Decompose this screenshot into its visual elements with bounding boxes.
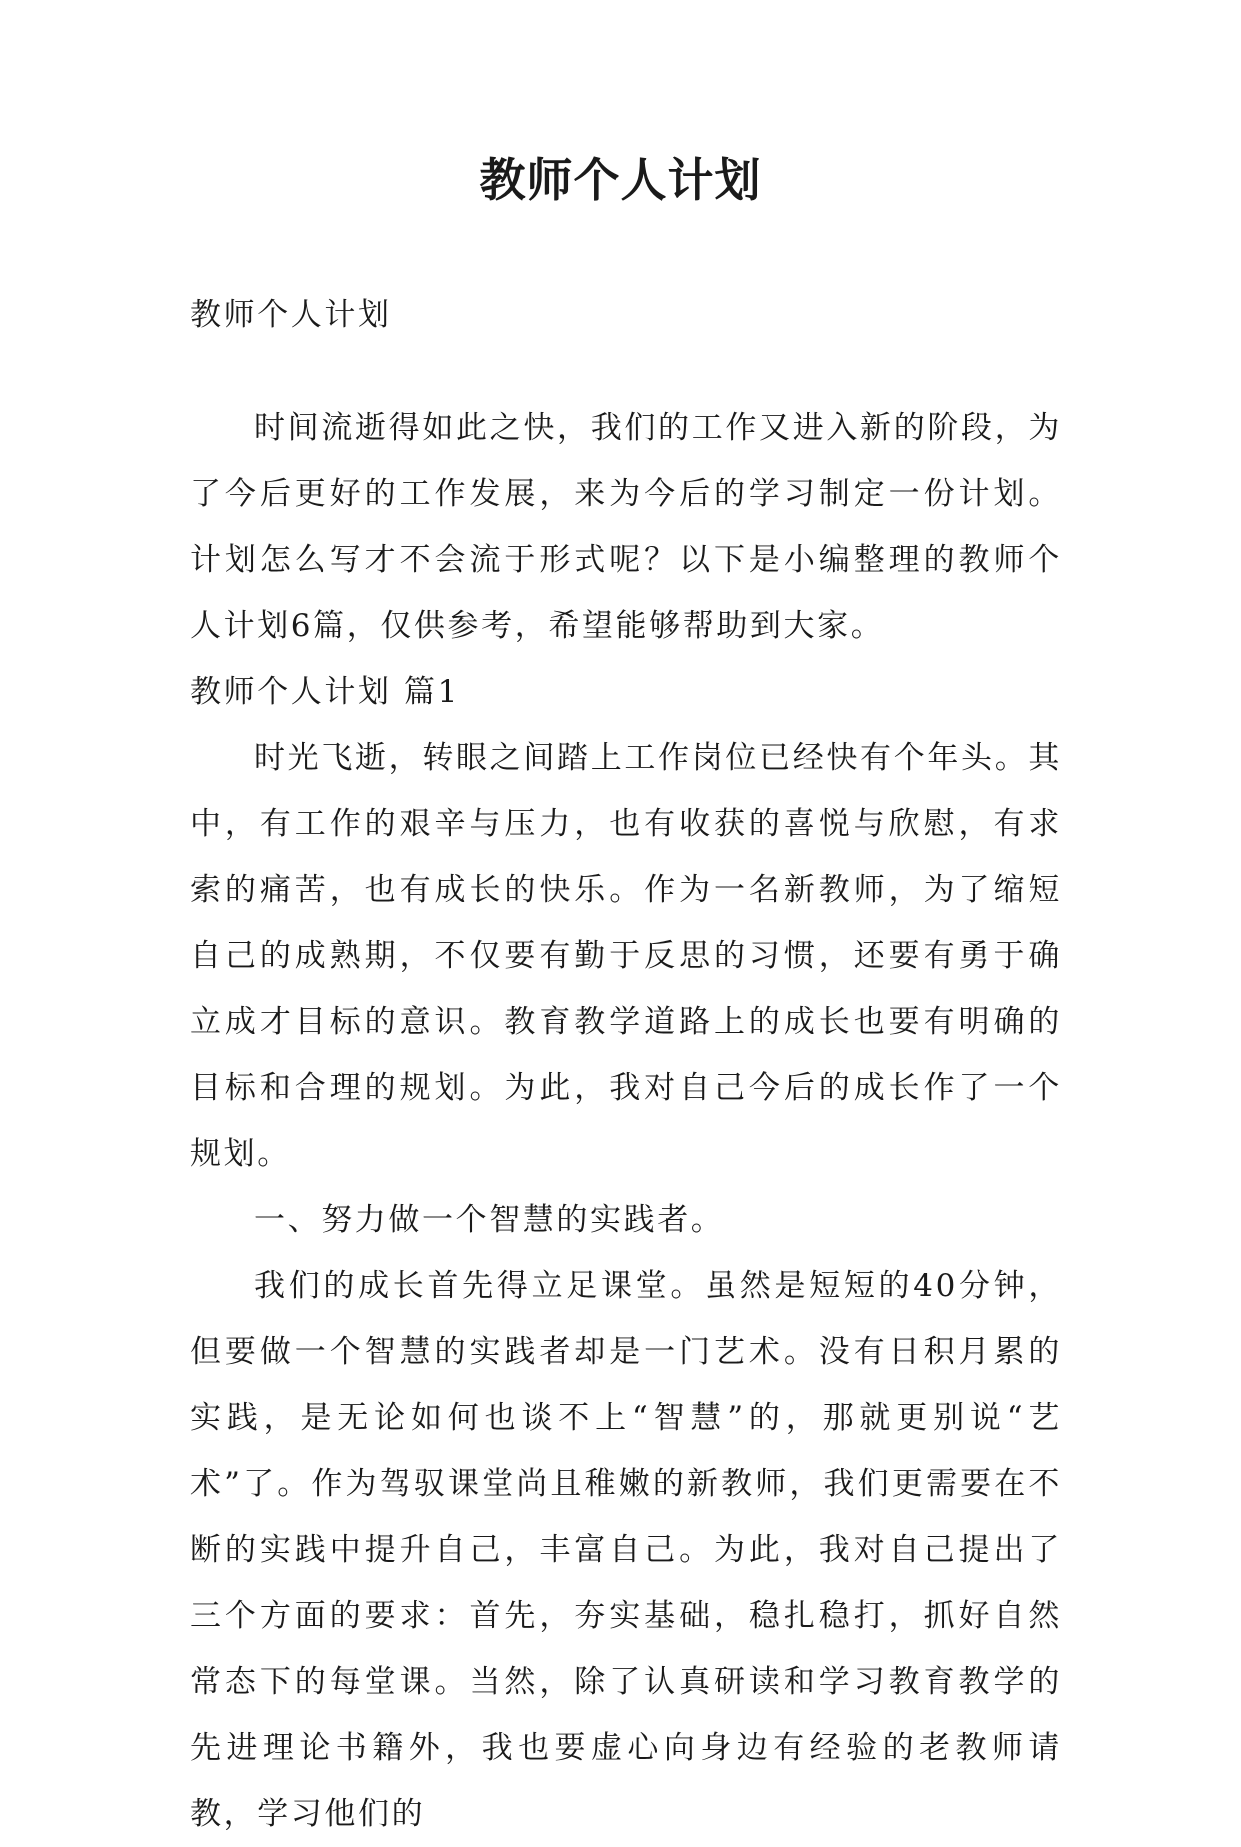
document-subtitle: 教师个人计划	[190, 297, 392, 333]
body-paragraph: 我们的成长首先得立足课堂。虽然是短短的40分钟，但要做一个智慧的实践者却是一门艺术。没有日积月累的实践，是无论如何也谈不上“智慧”的，那就更别说“艺术”了。作为驾驭课堂尚且稚嫩的新教师，我们更需要在不断的实践中提升自己，丰富自己。为此，我对自己提出了三个方面的要求：首先，夯实基础，稳扎稳打，抓好自然常态下的每堂课。当然，除了认真研读和学习教育教学的先进理论书籍外，我也要虚心向身边有经验的老教师请教，学习他们的	[190, 1268, 1062, 1832]
intro-paragraph: 时间流逝得如此之快，我们的工作又进入新的阶段，为了今后更好的工作发展，来为今后的学习制定一份计划。计划怎么写才不会流于形式呢？以下是小编整理的教师个人计划6篇，仅供参考，希望能够帮助到大家。	[190, 410, 1062, 644]
document-title: 教师个人计划	[479, 153, 762, 207]
point-heading: 一、努力做一个智慧的实践者。	[254, 1202, 725, 1238]
document-body	[190, 395, 1062, 1847]
body-paragraph: 时光飞逝，转眼之间踏上工作岗位已经快有个年头。其中，有工作的艰辛与压力，也有收获的喜悦与欣慰，有求索的痛苦，也有成长的快乐。作为一名新教师，为了缩短自己的成熟期，不仅要有勤于反思的习惯，还要有勇于确立成才目标的意识。教育教学道路上的成长也要有明确的目标和合理的规划。为此，我对自己今后的成长作了一个规划。	[190, 740, 1062, 1172]
section-heading: 教师个人计划 篇1	[190, 674, 460, 710]
